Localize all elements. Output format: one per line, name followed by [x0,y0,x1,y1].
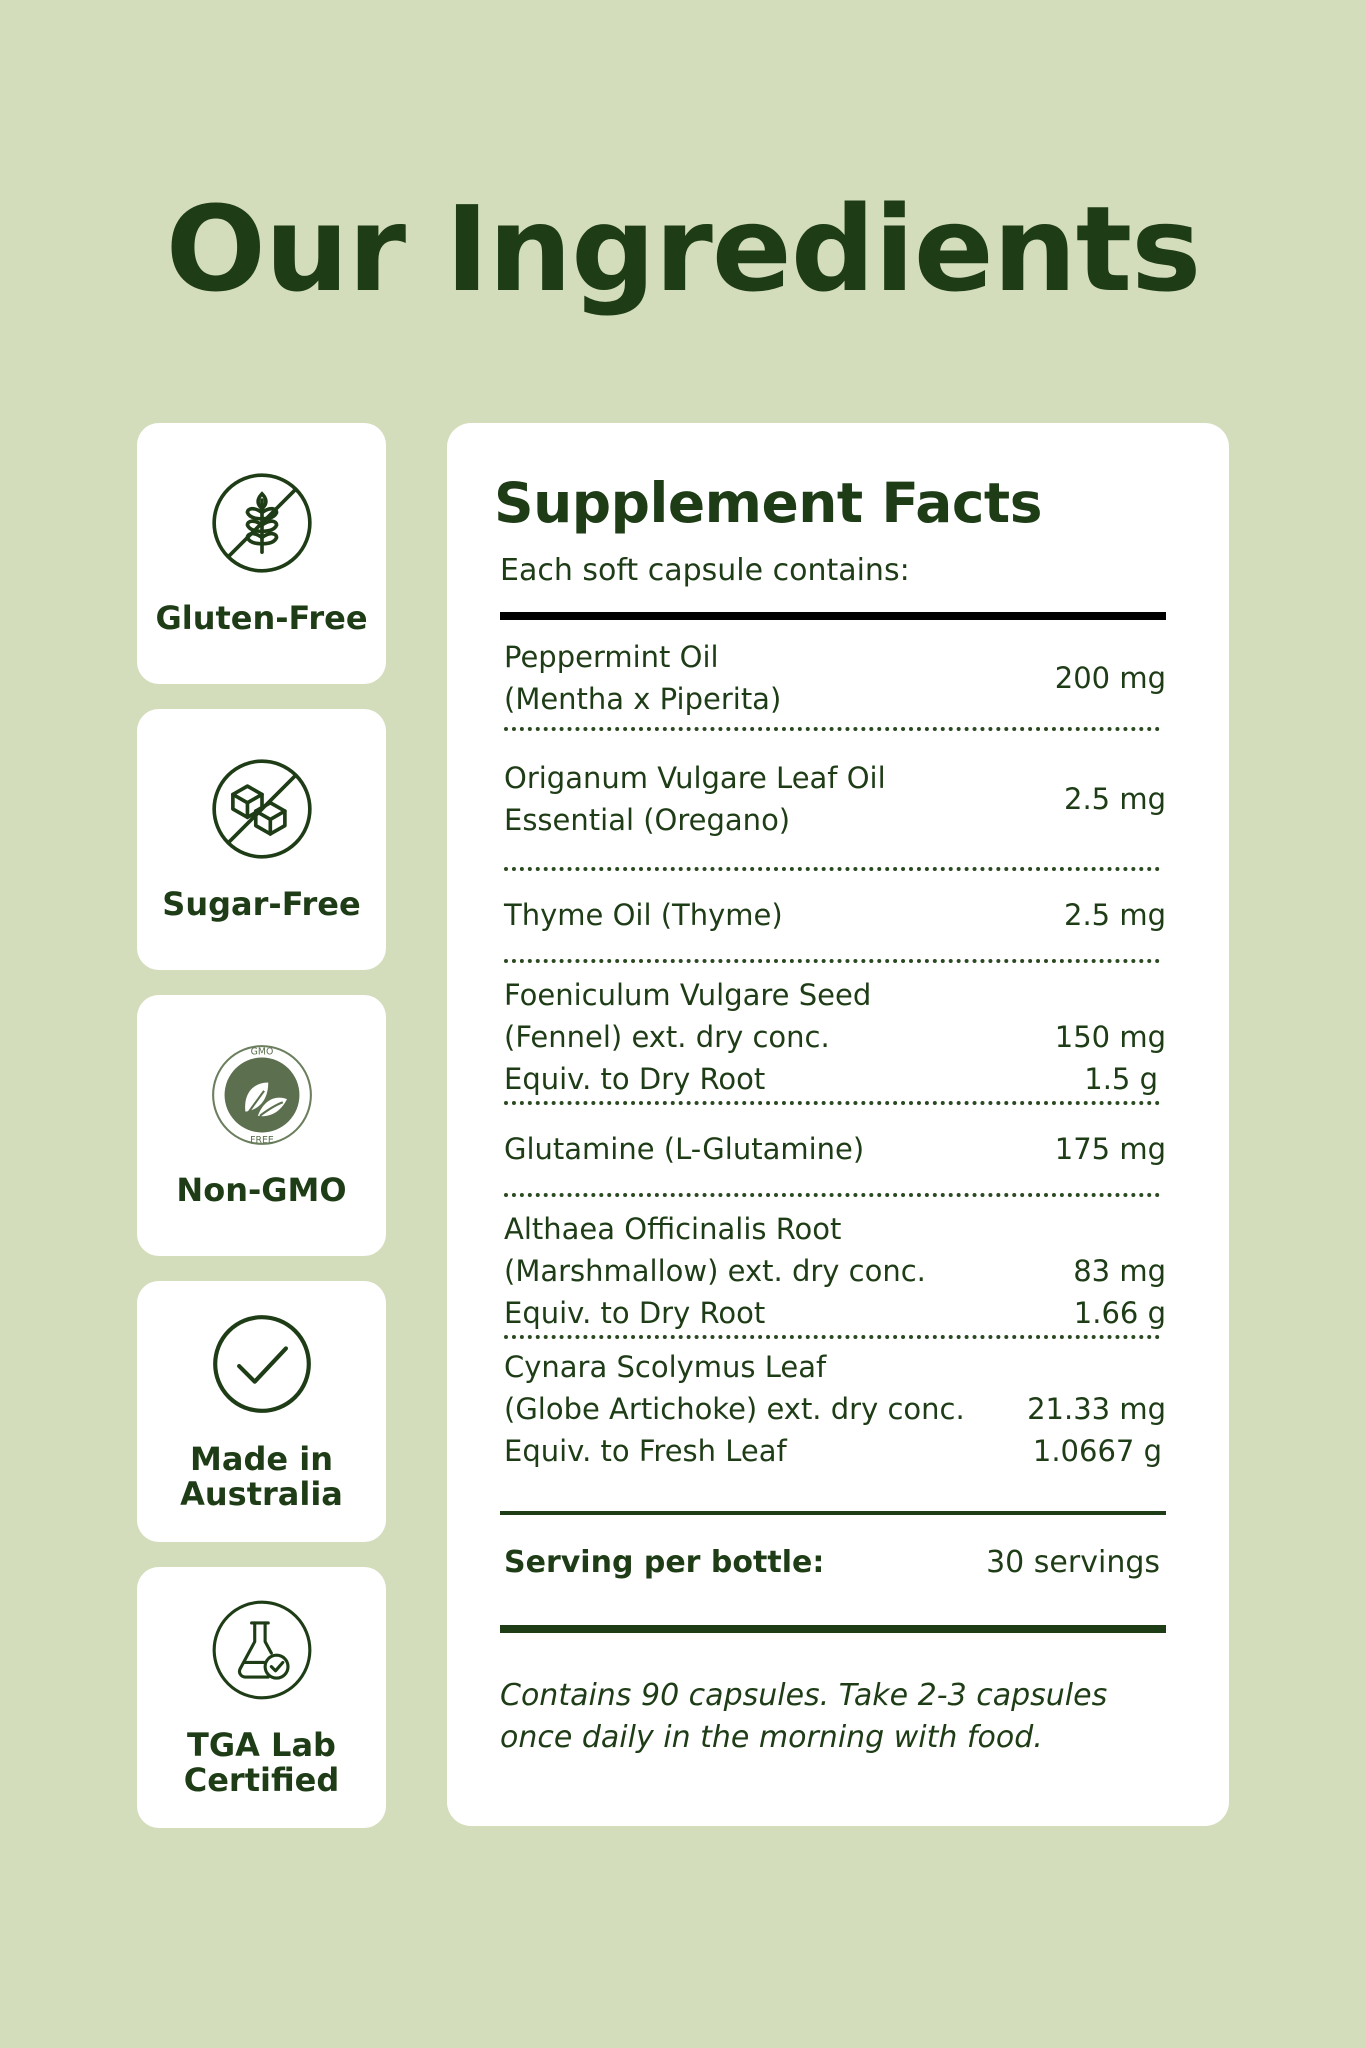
lab-flask-icon [210,1598,314,1702]
ingredient-amount: 21.33 mg [1027,1392,1166,1426]
ingredient-name: (Globe Artichoke) ext. dry conc. [504,1392,965,1426]
ingredient-name: (Marshmallow) ext. dry conc. [504,1254,926,1288]
ingredient-equiv-amount: 1.66 g [1073,1296,1166,1330]
ingredient-name: Thyme Oil (Thyme) [504,898,783,932]
ingredient-row [500,1119,1166,1179]
facts-footnote: Contains 90 capsules. Take 2-3 capsules once daily in the morning with food. [500,1678,1108,1755]
row-divider [504,1193,1160,1197]
check-circle-icon [210,1312,314,1416]
badge-sugar-free [137,709,386,970]
serving-label: Serving per bottle: [504,1545,825,1580]
ingredient-row [500,885,1166,945]
badge-made-in-australia [137,1281,386,1542]
facts-subtitle: Each soft capsule contains: [500,553,910,588]
gmo-icon-top-text: GMO [250,1046,273,1058]
sugar-free-icon [210,757,314,861]
non-gmo-icon [210,1043,314,1147]
ingredient-row [500,755,1166,843]
ingredient-amount: 175 mg [1054,1132,1166,1166]
row-divider [504,867,1160,871]
gmo-icon-bottom-text: FREE [249,1134,274,1146]
serving-value: 30 servings [986,1545,1160,1580]
ingredient-amount: 83 mg [1073,1254,1166,1288]
row-divider [504,959,1160,963]
badge-tga-lab-certified [137,1567,386,1828]
ingredient-name: (Mentha x Piperita) [504,681,782,716]
facts-serving-rule [500,1511,1166,1515]
row-divider [504,1335,1160,1339]
ingredient-row [500,1207,1166,1335]
ingredient-row [500,1345,1166,1473]
row-divider [504,1101,1160,1105]
supplement-facts-panel [447,423,1229,1826]
badge-label: TGA Lab Certified [183,1725,340,1799]
facts-top-rule [500,612,1166,620]
page-title: Our Ingredients [165,180,1201,318]
badge-label: Gluten-Free [155,599,368,637]
facts-bottom-rule [500,1625,1166,1633]
ingredient-name: (Fennel) ext. dry conc. [504,1020,830,1054]
ingredient-row [500,628,1166,727]
ingredient-equiv-amount: 1.5 g [1084,1062,1158,1096]
badge-label: Sugar-Free [162,885,361,923]
ingredient-name: Cynara Scolymus Leaf [504,1350,827,1384]
badge-list [137,423,386,1853]
ingredient-name: Glutamine (L-Glutamine) [504,1132,865,1166]
ingredient-amount: 200 mg [1054,660,1166,695]
facts-title: Supplement Facts [494,471,1042,535]
badge-gluten-free [137,423,386,684]
ingredient-name: Equiv. to Dry Root [504,1062,766,1096]
badge-label: Non-GMO [176,1171,347,1209]
badge-non-gmo [137,995,386,1256]
ingredient-row [500,973,1166,1101]
ingredient-equiv-amount: 1.0667 g [1032,1434,1162,1468]
ingredient-name: Essential (Oregano) [504,803,791,837]
ingredient-name: Equiv. to Fresh Leaf [504,1434,787,1468]
serving-row [504,1545,1160,1580]
ingredient-amount: 150 mg [1054,1020,1166,1054]
ingredient-name: Althaea Officinalis Root [504,1212,842,1246]
ingredient-name: Peppermint Oil [504,639,719,674]
ingredient-name: Origanum Vulgare Leaf Oil [504,761,886,795]
ingredient-amount: 2.5 mg [1064,782,1166,816]
row-divider [504,727,1160,731]
ingredient-rows [500,628,1166,1473]
ingredient-name: Equiv. to Dry Root [504,1296,766,1330]
gluten-free-icon [210,471,314,575]
ingredient-name: Foeniculum Vulgare Seed [504,978,872,1012]
ingredient-amount: 2.5 mg [1064,898,1166,932]
badge-label: Made in Australia [180,1439,343,1513]
